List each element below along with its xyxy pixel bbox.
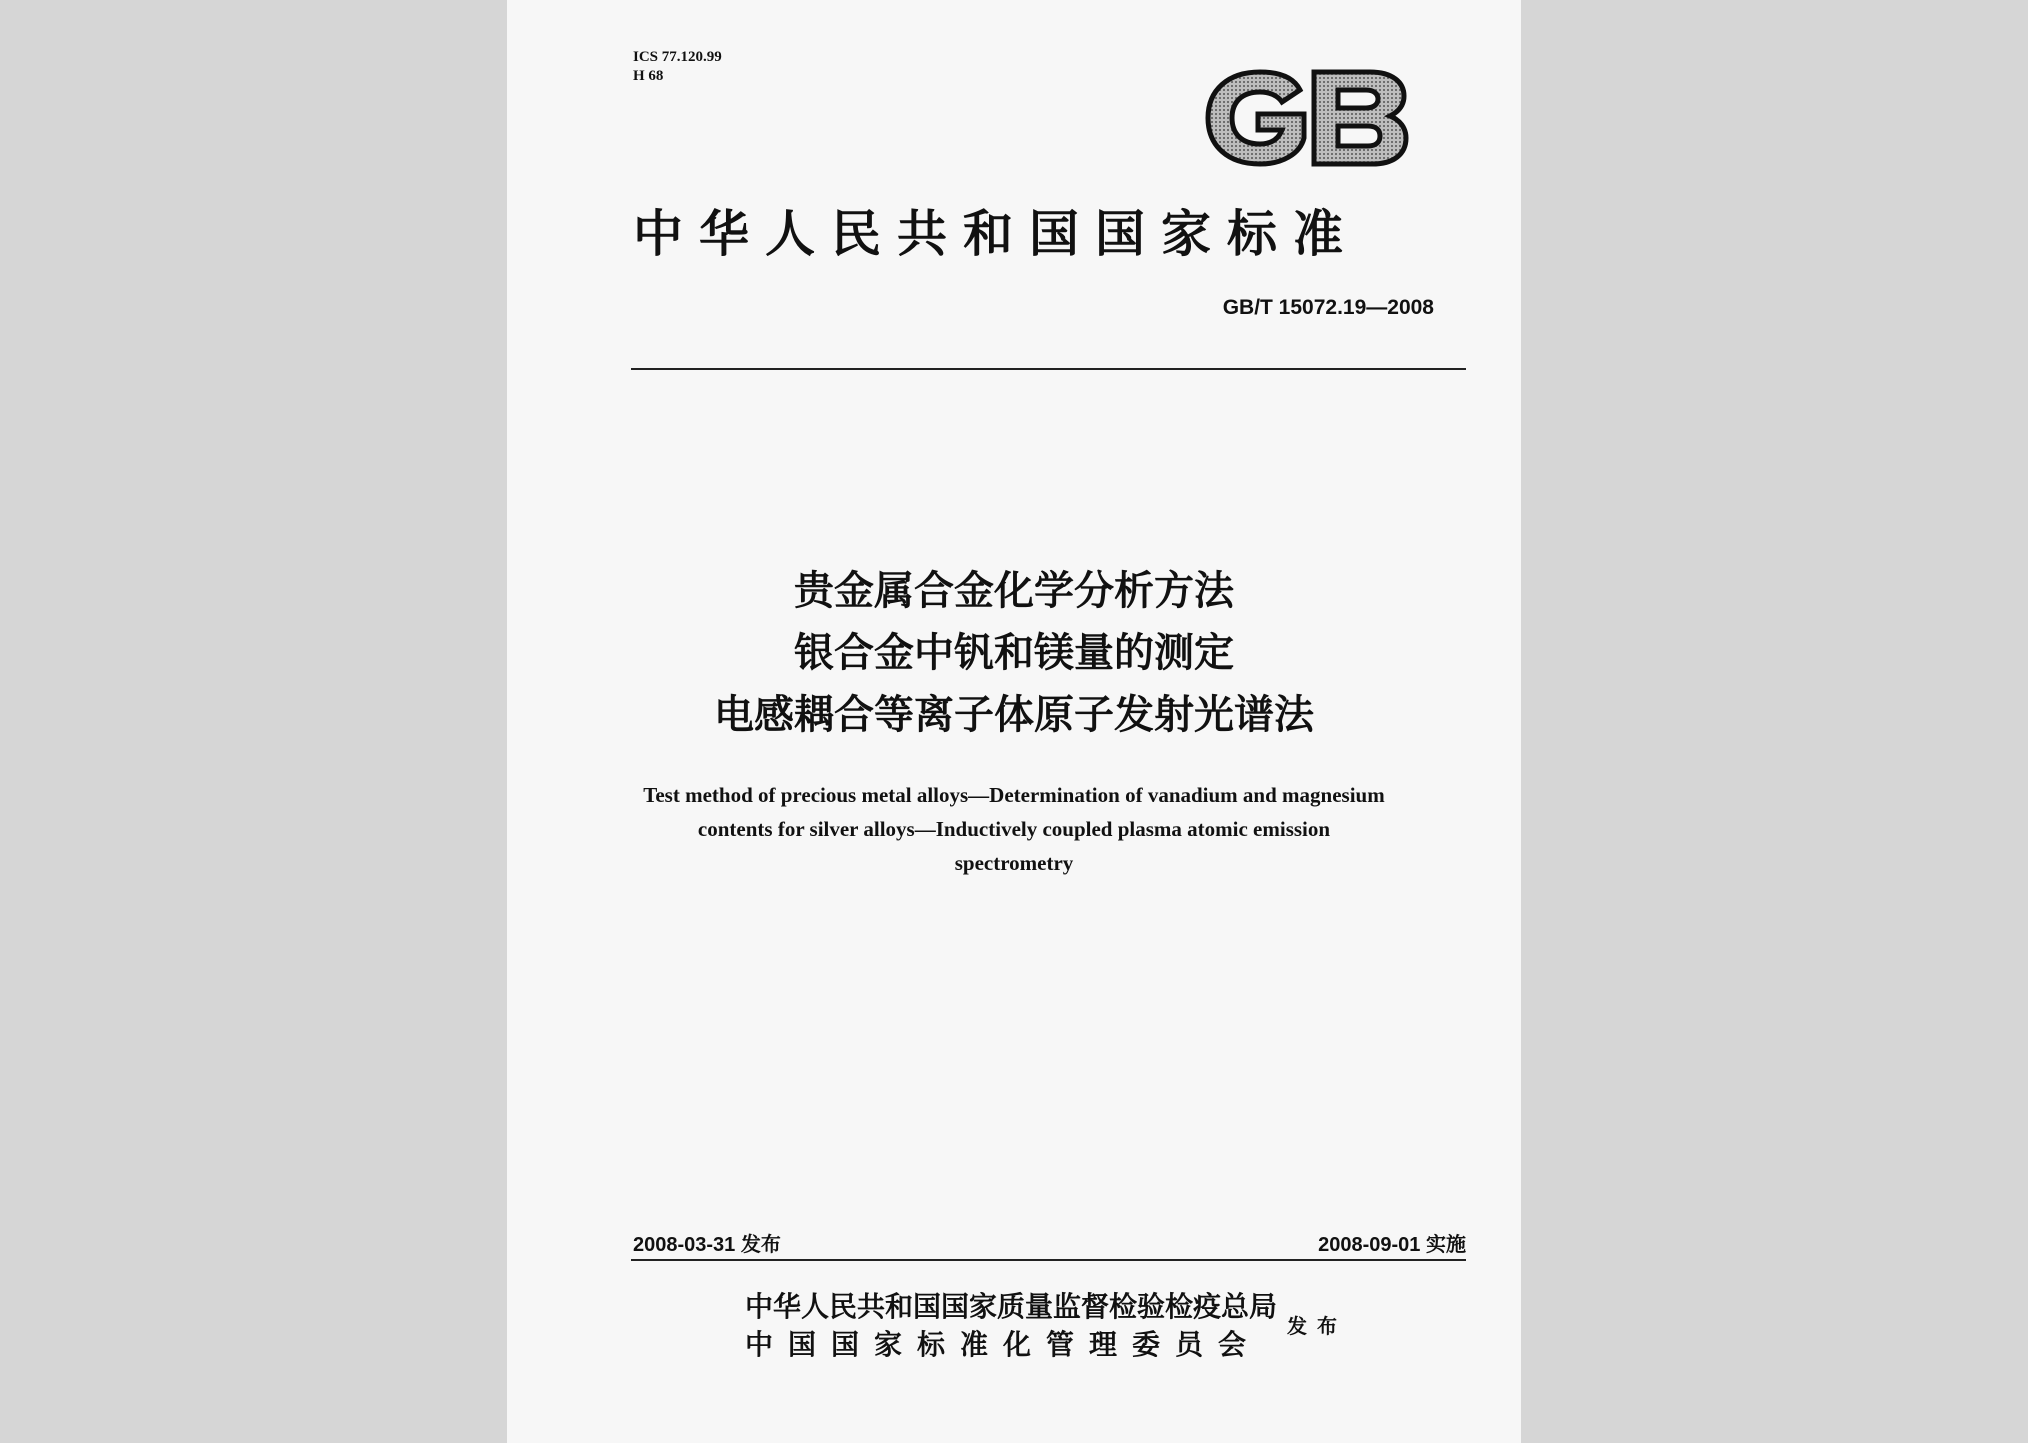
publish-label: 发布 <box>1287 1314 1347 1338</box>
chinese-title-line: 贵金属合金化学分析方法 <box>794 568 1234 614</box>
standard-number: GB/T 15072.19—2008 <box>1222 296 1434 319</box>
issuer-sac: 中国国家标准化管理委员会 <box>745 1328 1262 1361</box>
implementation-date: 2008-09-01 实施 <box>1318 1234 1466 1256</box>
top-divider <box>631 368 1466 370</box>
issuer-aqsiq: 中华人民共和国国家质量监督检验检疫总局 <box>745 1290 1278 1323</box>
ics-code: ICS 77.120.99 <box>633 49 722 65</box>
english-title-line: Test method of precious metal alloys—Determination of vanadium and magnesium <box>643 783 1385 807</box>
issuing-authorities <box>745 1288 1277 1364</box>
chinese-title-line: 电感耦合等离子体原子发射光谱法 <box>714 692 1314 738</box>
ccs-code: H 68 <box>633 68 664 84</box>
chinese-title <box>507 560 1521 746</box>
chinese-title-line: 银合金中钒和镁量的测定 <box>794 630 1234 676</box>
document-page <box>507 0 1521 1443</box>
issue-date: 2008-03-31 发布 <box>633 1234 781 1256</box>
classification-codes <box>633 48 722 86</box>
english-title-line: contents for silver alloys—Inductively coupled plasma atomic emission <box>697 817 1331 841</box>
english-title-line: spectrometry <box>954 851 1074 875</box>
bottom-divider <box>631 1259 1466 1261</box>
agency-title: 中华人民共和国国家标准 <box>633 204 1359 263</box>
english-title <box>607 778 1421 880</box>
gb-logo <box>1202 68 1412 168</box>
